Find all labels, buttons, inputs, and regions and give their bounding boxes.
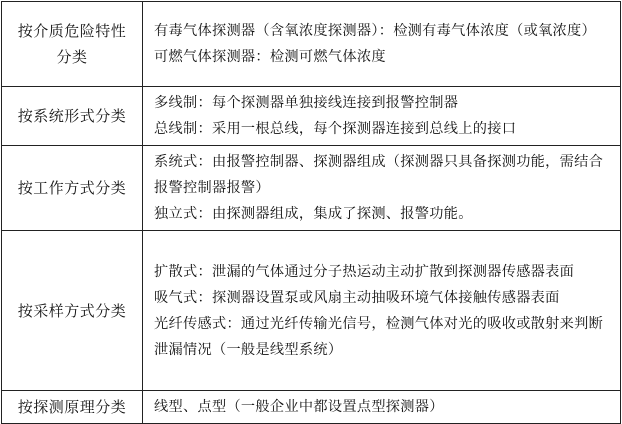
category-cell: [2, 231, 143, 391]
description-line: 独立式：由探测器组成，集成了探测、报警功能。: [154, 206, 473, 222]
description-cell: [143, 231, 621, 391]
description-line: 扩散式：泄漏的气体通过分子热运动主动扩散到探测器传感器表面: [154, 263, 575, 280]
description-line: 光纤传感式：通过光纤传输光信号，检测气体对光的吸收或散射来判断泄漏情况（一般是线型系统）: [154, 315, 604, 358]
description-line: 线型、点型（一般企业中都设置点型探测器）: [154, 399, 444, 415]
category-cell: [2, 146, 143, 231]
table-row-system: [2, 87, 621, 146]
description-cell: [143, 87, 621, 146]
table-row-hazard: [2, 2, 621, 87]
category-cell: [2, 2, 143, 87]
table-row-sampling: [2, 231, 621, 391]
category-label: 按介质危险特性分类: [17, 22, 127, 66]
description-cell: [143, 146, 621, 231]
table-row-principle: [2, 391, 621, 424]
category-label: 按探测原理分类: [17, 398, 127, 416]
description-cell: [143, 2, 621, 87]
category-cell: [2, 87, 143, 146]
description-line: 有毒气体探测器（含氧浓度探测器）：检测有毒气体浓度（或氧浓度）: [154, 23, 597, 39]
category-cell: [2, 391, 143, 424]
category-label: 按工作方式分类: [17, 179, 127, 197]
description-line: 总线制：采用一根总线，每个探测器连接到总线上的接口: [154, 121, 517, 137]
description-line: 吸气式：探测器设置泵或风扇主动抽吸环境气体接触传感器表面: [154, 289, 560, 306]
description-line: 系统式：由报警控制器、探测器组成（探测器只具备探测功能，需结合报警控制器报警）: [154, 154, 604, 196]
description-cell: [143, 391, 621, 424]
description-line: 多线制：每个探测器单独接线连接到报警控制器: [154, 95, 459, 111]
table-row-working-mode: [2, 146, 621, 231]
description-line: 可燃气体探测器：检测可燃气体浓度: [154, 49, 386, 65]
classification-table: [1, 1, 621, 424]
category-label: 按系统形式分类: [17, 107, 127, 125]
category-label: 按采样方式分类: [17, 301, 127, 320]
